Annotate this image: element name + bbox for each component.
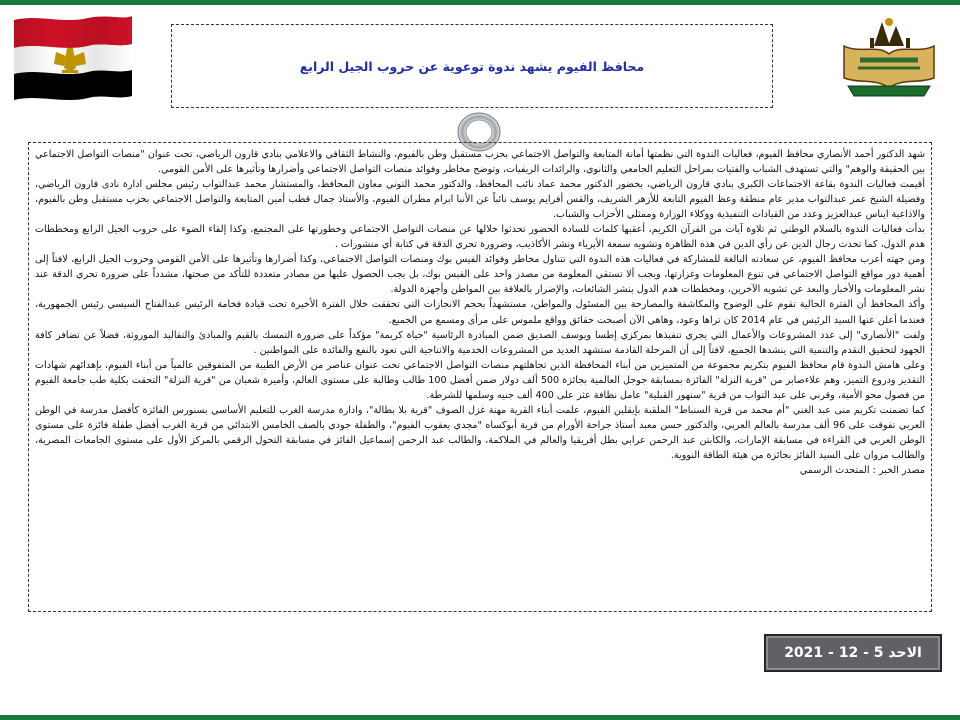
- headline: محافظ الفيوم يشهد ندوة توعوية عن حروب الجيل الرابع: [299, 58, 645, 74]
- egypt-flag-icon: [8, 10, 136, 102]
- article-paragraph: كما تضمنت تكريم منى عبد الغني "أم محمد من قرية السنباط" الملقبة بإيقلين الفيوم، علمت أبناء القرية مهنة غزل الصوف "قرية بلا بطالة"، وادارة مدرسة الغرب للتعليم الأساسي بسنورس الفائزة كأفضل مدرسة في الوطن العربي تفوقت على 96 ألف مدرسة بالعالم العربي، والدكتور حسن معبد أستاذ جراحة الأورام من قرية أبوكساه "مجدي يعقوب الفيوم"، والطفلة جودي بالصف الخامس الابتدائي من قرية الغرب أفضل طفلة فائزة على مستوى الوطن العربي في القراءة في مسابقة الإمارات، والكابتن عبد الرحمن عرابي بطل أفريقيا والعالم في الملاكمة، والطالب عبد الرحمن إسماعيل الفائز في مسابقة التحول الرقمي بالمركز الأول على مستوى الجامعات المصرية، والطالب مروان على السيد الفائز بجائزة من هيئة الطاقة النووية.: [35, 404, 925, 461]
- article-paragraph: ومن جهته أعرب محافظ الفيوم، عن سعادته البالغة للمشاركة في فعاليات هذه الندوة التي تتناول مخاطر وفوائد الفيس بوك ومنصات التواصل الاجتماعي، وكذا أضرارها وتأثيرها على الأمن القومي وحروب الجيل الرابع، لافتاً إلى أهمية دور مواقع التواصل الاجتماعي في تنوع المعلومات وغزارتها، ويجب ألا تستقي المعلومة من مصدر واحد على الفيس بوك، بل يجب الحصول عليها من مصادر متعددة للتأكد من صحتها، مشدداً على ضرورة تحري الدقة عند نشر المعلومات والأخبار والبعد عن تشويه الآخرين، ومخططات هدم الدول بنشر الشائعات، والإضرار بالعلاقة بين المواطن وأجهزة الدولة.: [35, 254, 925, 296]
- bottom-accent-bar: [0, 715, 960, 720]
- article-box: [28, 142, 932, 612]
- article-paragraph: شهد الدكتور أحمد الأنصاري محافظ الفيوم، فعاليات الندوة التي نظمتها أمانة المتابعة والتواصل الاجتماعي بحزب مستقبل وطن بالفيوم، والنشاط الثقافي والاعلامي بنادي قارون الرياضي، تحت عنوان "منصات التواصل الاجتماعي بين الحقيقة والوهم" والتي تستهدف الشباب والفتيات بمراحل التعليم الجامعي والثانوي، والرائدات الريفيات، وتوضح مخاطر وفوائد منصات التواصل الاجتماعي وأضرارها وتأثيرها على الأمن القومي.: [35, 149, 925, 176]
- fayoum-governorate-logo: [830, 8, 948, 108]
- article-paragraph: ولفت "الأنصاري" إلى عدد المشروعات والأعمال التي يجري تنفيذها بمركزي إطسا ويوسف الصديق ضمن المبادرة الرئاسية "حياة كريمة" مؤكداً على ضرورة التمسك بالقيم والمبادئ والتقاليد الموروثة، فضلاً عن تضافر كافة الجهود لتحقيق التقدم والتنمية التي ينشدها الجميع، لافتاً إلى أن المرحلة القادمة ستشهد العديد من المشروعات الخدمية والانتاجية التي تعود بالنفع والفائدة على المواطنين .: [35, 329, 925, 356]
- publish-date: الاحد 5 - 12 - 2021: [784, 645, 922, 661]
- date-plate: [764, 634, 942, 672]
- headline-box: [171, 24, 773, 108]
- article-paragraph: بدأت فعاليات الندوة بالسلام الوطني ثم تلاوة آيات من القرآن الكريم، أعقبها كلمات للسادة الحضور تحدثوا خلالها عن منصات التواصل الاجتماعي وخطورتها على المجتمع، وكذا إلقاء الضوء على حروب الجيل الرابع ومخططات هدم الدول، كما تحدث رجال الدين عن رأي الدين في هذه الظاهرة وتشويه سمعة الأبرياء ونشر الأكاذيب، وضرورة تحري الدقة في كتابة أي منشورات .: [35, 224, 925, 251]
- article-paragraph: أقيمت فعاليات الندوة بقاعة الاجتماعات الكبرى بنادي قارون الرياضي، بحضور الدكتور محمد عماد نائب المحافظ، والدكتور محمد التوني معاون المحافظ، والمستشار محمد عبدالتواب رئيس مجلس ادارة نادى قارون الرياضي، وفضيلة الشيخ عمر عبدالتواب مدير عام منطقة وعظ الفيوم التابعة للأزهر الشريف، والقس أفرايم يوسف نائباً عن الأنبا ابرام مطران الفيوم، والأستاذ جمال قطب أمين المتابعة والتواصل الاجتماعي بحزب مستقبل وطن بالفيوم، والاذاعية ايناس عبدالعزيز وعدد من القيادات التنفيذية ووكلاء الوزارة وممثلي الأحزاب والشباب.: [35, 179, 925, 221]
- article-body: [35, 147, 925, 478]
- top-accent-bar: [0, 0, 960, 5]
- article-paragraph: وعلى هامش الندوة قام محافظ الفيوم بتكريم مجموعة من المتميزين من أبناء المحافظة الذين تجاهلتهم منصات التواصل الاجتماعي تحت عنوان عناصر من الأرض الطيبة من المتفوقين عالمياً من أبناء الفيوم، بإهدائهم شهادات التقدير ودروع التميز، وهم علاءصابر من "قرية النزلة" الفائزة بمسابقة جوجل العالمية بجائزة 500 ألف دولار ضمن أفضل 100 طالب وطالبة على مستوى العالم، وأميرة شعبان من "قرية النزلة" التحقت بكلية طب جامعة الفيوم من فصول محو الأمية، وقرني على عبد التواب من قرية "سنهور القبلية" عامل نظافة عثر على 400 ألف جنيه وسلمها للشرطة.: [35, 359, 925, 401]
- article-paragraph: وأكد المحافظ أن الفترة الحالية تقوم على الوضوح والمكاشفة والمصارحة بين المسئول والمواطن، مستشهداً بحجم الانجازات التي تحققت خلال الفترة الأخيرة تحت قيادة فخامة الرئيس عبدالفتاح السيسي رئيس الجمهورية، فعندما أعلن عنها السيد الرئيس في عام 2014 كان تراها وعود، وهاهي الآن أصبحت حقائق وواقع ملموس على مرأى ومسمع من الجميع.: [35, 299, 925, 326]
- article-source: مصدر الخبر : المتحدث الرسمي: [799, 464, 925, 476]
